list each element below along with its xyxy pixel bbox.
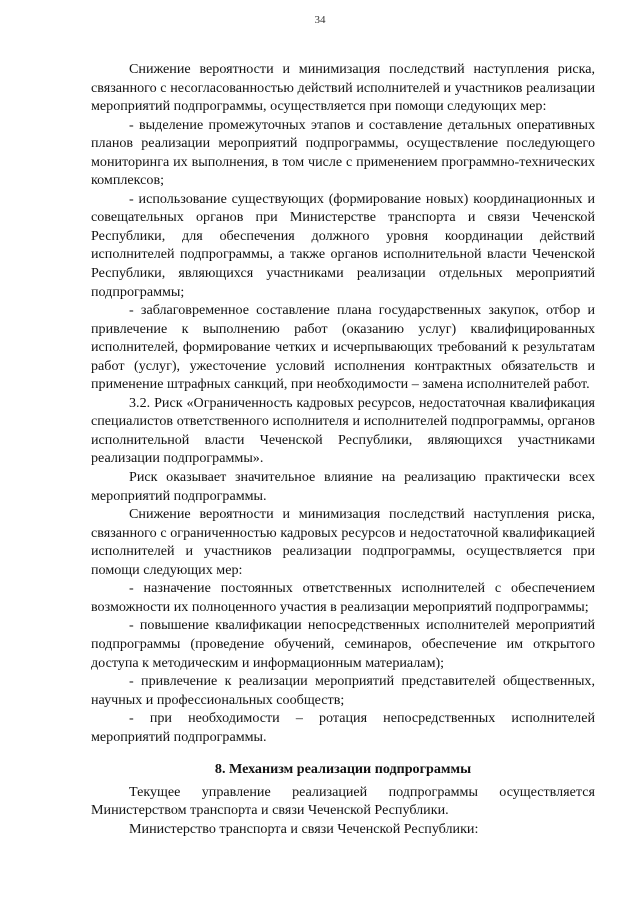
paragraph: Текущее управление реализацией подпрограммы осуществляется Министерством транспорта и связи Чеченской Республики. (91, 783, 595, 819)
list-item: - назначение постоянных ответственных исполнителей с обеспечением возможности их полноценного участия в реализации мероприятий подпрограммы; (91, 580, 595, 615)
list-item: - при необходимости – ротация непосредственных исполнителей мероприятий подпрограммы. (91, 710, 595, 745)
paragraph: Министерство транспорта и связи Чеченской Республики: (129, 820, 479, 837)
paragraph: Риск оказывает значительное влияние на реализацию практически всех мероприятий подпрограммы. (91, 469, 595, 504)
body-text (91, 60, 595, 838)
list-item: - заблаговременное составление плана государственных закупок, отбор и привлечение к выполнению работ (оказанию услуг) квалифицированных исполнителей, формирование четких и исчерпывающих требований к результатам работ (услуг), ужесточение условий исполнения контрактных обязательств и применение штрафных санкций, при необходимости – замена исполнителей работ. (91, 302, 595, 393)
section-heading: 8. Механизм реализации подпрограммы (214, 761, 472, 778)
list-item: - использование существующих (формирование новых) координационных и совещательных органов при Министерстве транспорта и связи Чеченской Республики, для обеспечения должного уровня координации действий исполнителей подпрограммы, а также органов исполнительной власти Чеченской Республики, являющихся участниками реализации отдельных мероприятий подпрограммы; (91, 190, 595, 300)
paragraph: Снижение вероятности и минимизация последствий наступления риска, связанного с несогласованностью действий исполнителей и участников реализации мероприятий подпрограммы, осуществляется при помощи следующих мер: (91, 61, 595, 115)
list-item: - выделение промежуточных этапов и составление детальных оперативных планов реализации мероприятий подпрограммы, осуществление последующего мониторинга их выполнения, в том числе с применением программно-технических комплексов; (91, 116, 595, 189)
list-item: - повышение квалификации непосредственных исполнителей мероприятий подпрограммы (проведение обучений, семинаров, обеспечение им открытого доступа к методическим и информационным материалам); (91, 617, 595, 671)
page-number: 34 (314, 14, 326, 26)
paragraph: Снижение вероятности и минимизация последствий наступления риска, связанного с ограниченностью кадровых ресурсов и недостаточной квалификацией исполнителей и участников реализации подпрограммы, осуществляется при помощи следующих мер: (91, 506, 595, 578)
list-item: - привлечение к реализации мероприятий представителей общественных, научных и профессиональных сообществ; (91, 673, 595, 708)
paragraph: 3.2. Риск «Ограниченность кадровых ресурсов, недостаточная квалификация специалистов ответственного исполнителя и исполнителей подпрограммы, органов исполнительной власти Чеченской Республики, являющихся участниками реализации подпрограммы». (91, 394, 595, 467)
